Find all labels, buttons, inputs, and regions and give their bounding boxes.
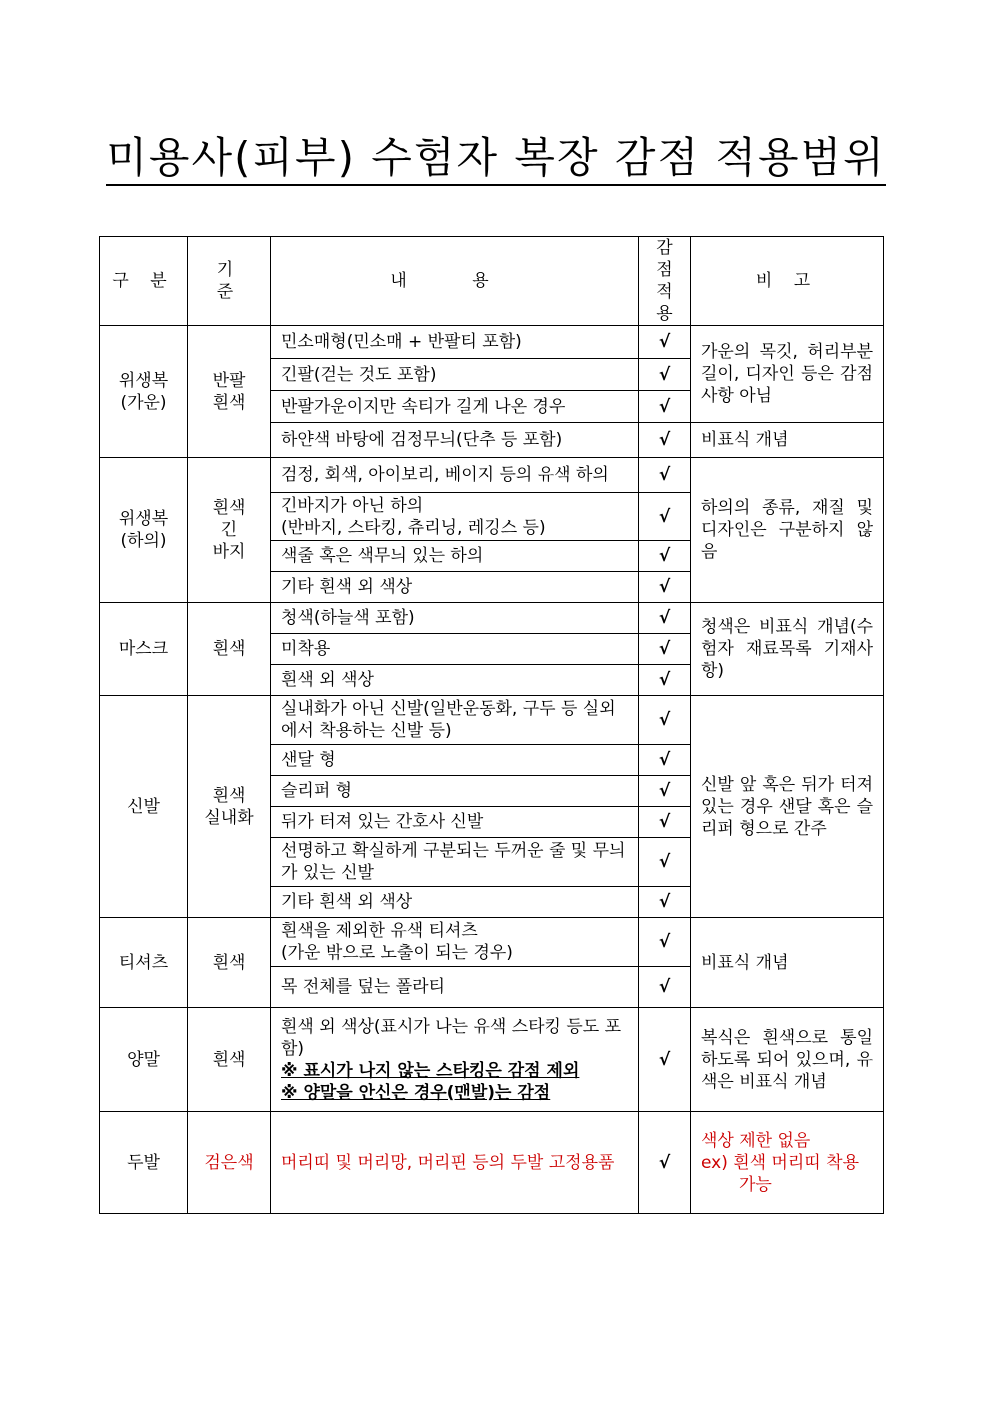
category-mask: 마스크 (100, 603, 188, 696)
check-mark: √ (639, 918, 691, 967)
table-row (100, 1112, 884, 1214)
remark-mask: 청색은 비표식 개념(수험자 재료목록 기재사항) (691, 603, 884, 696)
content-cell: 반팔가운이지만 속티가 길게 나온 경우 (271, 391, 639, 423)
header-row (100, 237, 884, 326)
table-row (100, 458, 884, 493)
remark-shoes: 신발 앞 혹은 뒤가 터져 있는 경우 샌달 혹은 슬리퍼 형으로 간주 (691, 696, 884, 918)
criteria-shoes: 흰색 실내화 (188, 696, 271, 918)
content-cell: 머리띠 및 머리망, 머리핀 등의 두발 고정용품 (271, 1112, 639, 1214)
check-mark: √ (639, 326, 691, 359)
content-cell: 긴팔(걷는 것도 포함) (271, 359, 639, 391)
category-tshirt: 티셔츠 (100, 918, 188, 1008)
table-row (100, 326, 884, 359)
check-mark: √ (639, 665, 691, 696)
content-cell: 흰색 외 색상(표시가 나는 유색 스타킹 등도 포함) ※ 표시가 나지 않는 스타킹은 감점 제외 ※ 양말을 안신은 경우(맨발)는 감점 (271, 1008, 639, 1112)
content-cell: 기타 흰색 외 색상 (271, 572, 639, 603)
check-mark: √ (639, 423, 691, 458)
content-cell: 슬리퍼 형 (271, 776, 639, 807)
content-cell: 미착용 (271, 634, 639, 665)
check-mark: √ (639, 776, 691, 807)
check-mark: √ (639, 634, 691, 665)
content-cell: 선명하고 확실하게 구분되는 두꺼운 줄 및 무늬가 있는 신발 (271, 838, 639, 887)
note-barefoot-penalty: ※ 양말을 안신은 경우(맨발)는 감점 (281, 1082, 551, 1103)
criteria-mask: 흰색 (188, 603, 271, 696)
content-cell: 하얀색 바탕에 검정무늬(단추 등 포함) (271, 423, 639, 458)
check-mark: √ (639, 1008, 691, 1112)
content-cell: 실내화가 아닌 신발(일반운동화, 구두 등 실외에서 착용하는 신발 등) (271, 696, 639, 745)
criteria-gown: 반팔 흰색 (188, 326, 271, 458)
check-mark: √ (639, 967, 691, 1008)
penalty-table (99, 236, 884, 1214)
check-mark: √ (639, 572, 691, 603)
check-mark: √ (639, 887, 691, 918)
check-mark: √ (639, 541, 691, 572)
page-title: 미용사(피부) 수험자 복장 감점 적용범위 (0, 132, 992, 184)
remark-tshirt: 비표식 개념 (691, 918, 884, 1008)
content-cell: 검정, 회색, 아이보리, 베이지 등의 유색 하의 (271, 458, 639, 493)
header-content: 내 용 (271, 237, 639, 326)
remark-hair: 색상 제한 없음 ex) 흰색 머리띠 착용 가능 (691, 1112, 884, 1214)
table-row (100, 1008, 884, 1112)
check-mark: √ (639, 838, 691, 887)
check-mark: √ (639, 745, 691, 776)
remark-socks: 복식은 흰색으로 통일하도록 되어 있으며, 유색은 비표식 개념 (691, 1008, 884, 1112)
criteria-hair: 검은색 (188, 1112, 271, 1214)
table-row (100, 603, 884, 634)
category-pants: 위생복 (하의) (100, 458, 188, 603)
criteria-tshirt: 흰색 (188, 918, 271, 1008)
category-hair: 두발 (100, 1112, 188, 1214)
content-cell: 목 전체를 덮는 폴라티 (271, 967, 639, 1008)
category-socks: 양말 (100, 1008, 188, 1112)
criteria-socks: 흰색 (188, 1008, 271, 1112)
remark-gown: 가운의 목깃, 허리부분 길이, 디자인 등은 감점사항 아님 (691, 326, 884, 423)
check-mark: √ (639, 391, 691, 423)
header-remarks: 비 고 (691, 237, 884, 326)
content-cell: 청색(하늘색 포함) (271, 603, 639, 634)
header-category: 구 분 (100, 237, 188, 326)
category-gown: 위생복 (가운) (100, 326, 188, 458)
content-cell: 민소매형(민소매 + 반팔티 포함) (271, 326, 639, 359)
header-penalty: 감점 적용 (639, 237, 691, 326)
check-mark: √ (639, 603, 691, 634)
check-mark: √ (639, 359, 691, 391)
check-mark: √ (639, 1112, 691, 1214)
check-mark: √ (639, 458, 691, 493)
content-cell: 긴바지가 아닌 하의 (반바지, 스타킹, 츄리닝, 레깅스 등) (271, 493, 639, 541)
table-row (100, 918, 884, 967)
table-row (100, 696, 884, 745)
remark-pants: 하의의 종류, 재질 및 디자인은 구분하지 않음 (691, 458, 884, 603)
content-cell: 색줄 혹은 색무늬 있는 하의 (271, 541, 639, 572)
check-mark: √ (639, 493, 691, 541)
content-cell: 기타 흰색 외 색상 (271, 887, 639, 918)
category-shoes: 신발 (100, 696, 188, 918)
check-mark: √ (639, 696, 691, 745)
content-cell: 뒤가 터져 있는 간호사 신발 (271, 807, 639, 838)
header-criteria: 기 준 (188, 237, 271, 326)
content-cell: 흰색을 제외한 유색 티셔츠 (가운 밖으로 노출이 되는 경우) (271, 918, 639, 967)
content-cell: 흰색 외 색상 (271, 665, 639, 696)
content-cell: 샌달 형 (271, 745, 639, 776)
check-mark: √ (639, 807, 691, 838)
remark-gown-pattern: 비표식 개념 (691, 423, 884, 458)
criteria-pants: 흰색 긴 바지 (188, 458, 271, 603)
note-stocking-exempt: ※ 표시가 나지 않는 스타킹은 감점 제외 (281, 1060, 580, 1081)
